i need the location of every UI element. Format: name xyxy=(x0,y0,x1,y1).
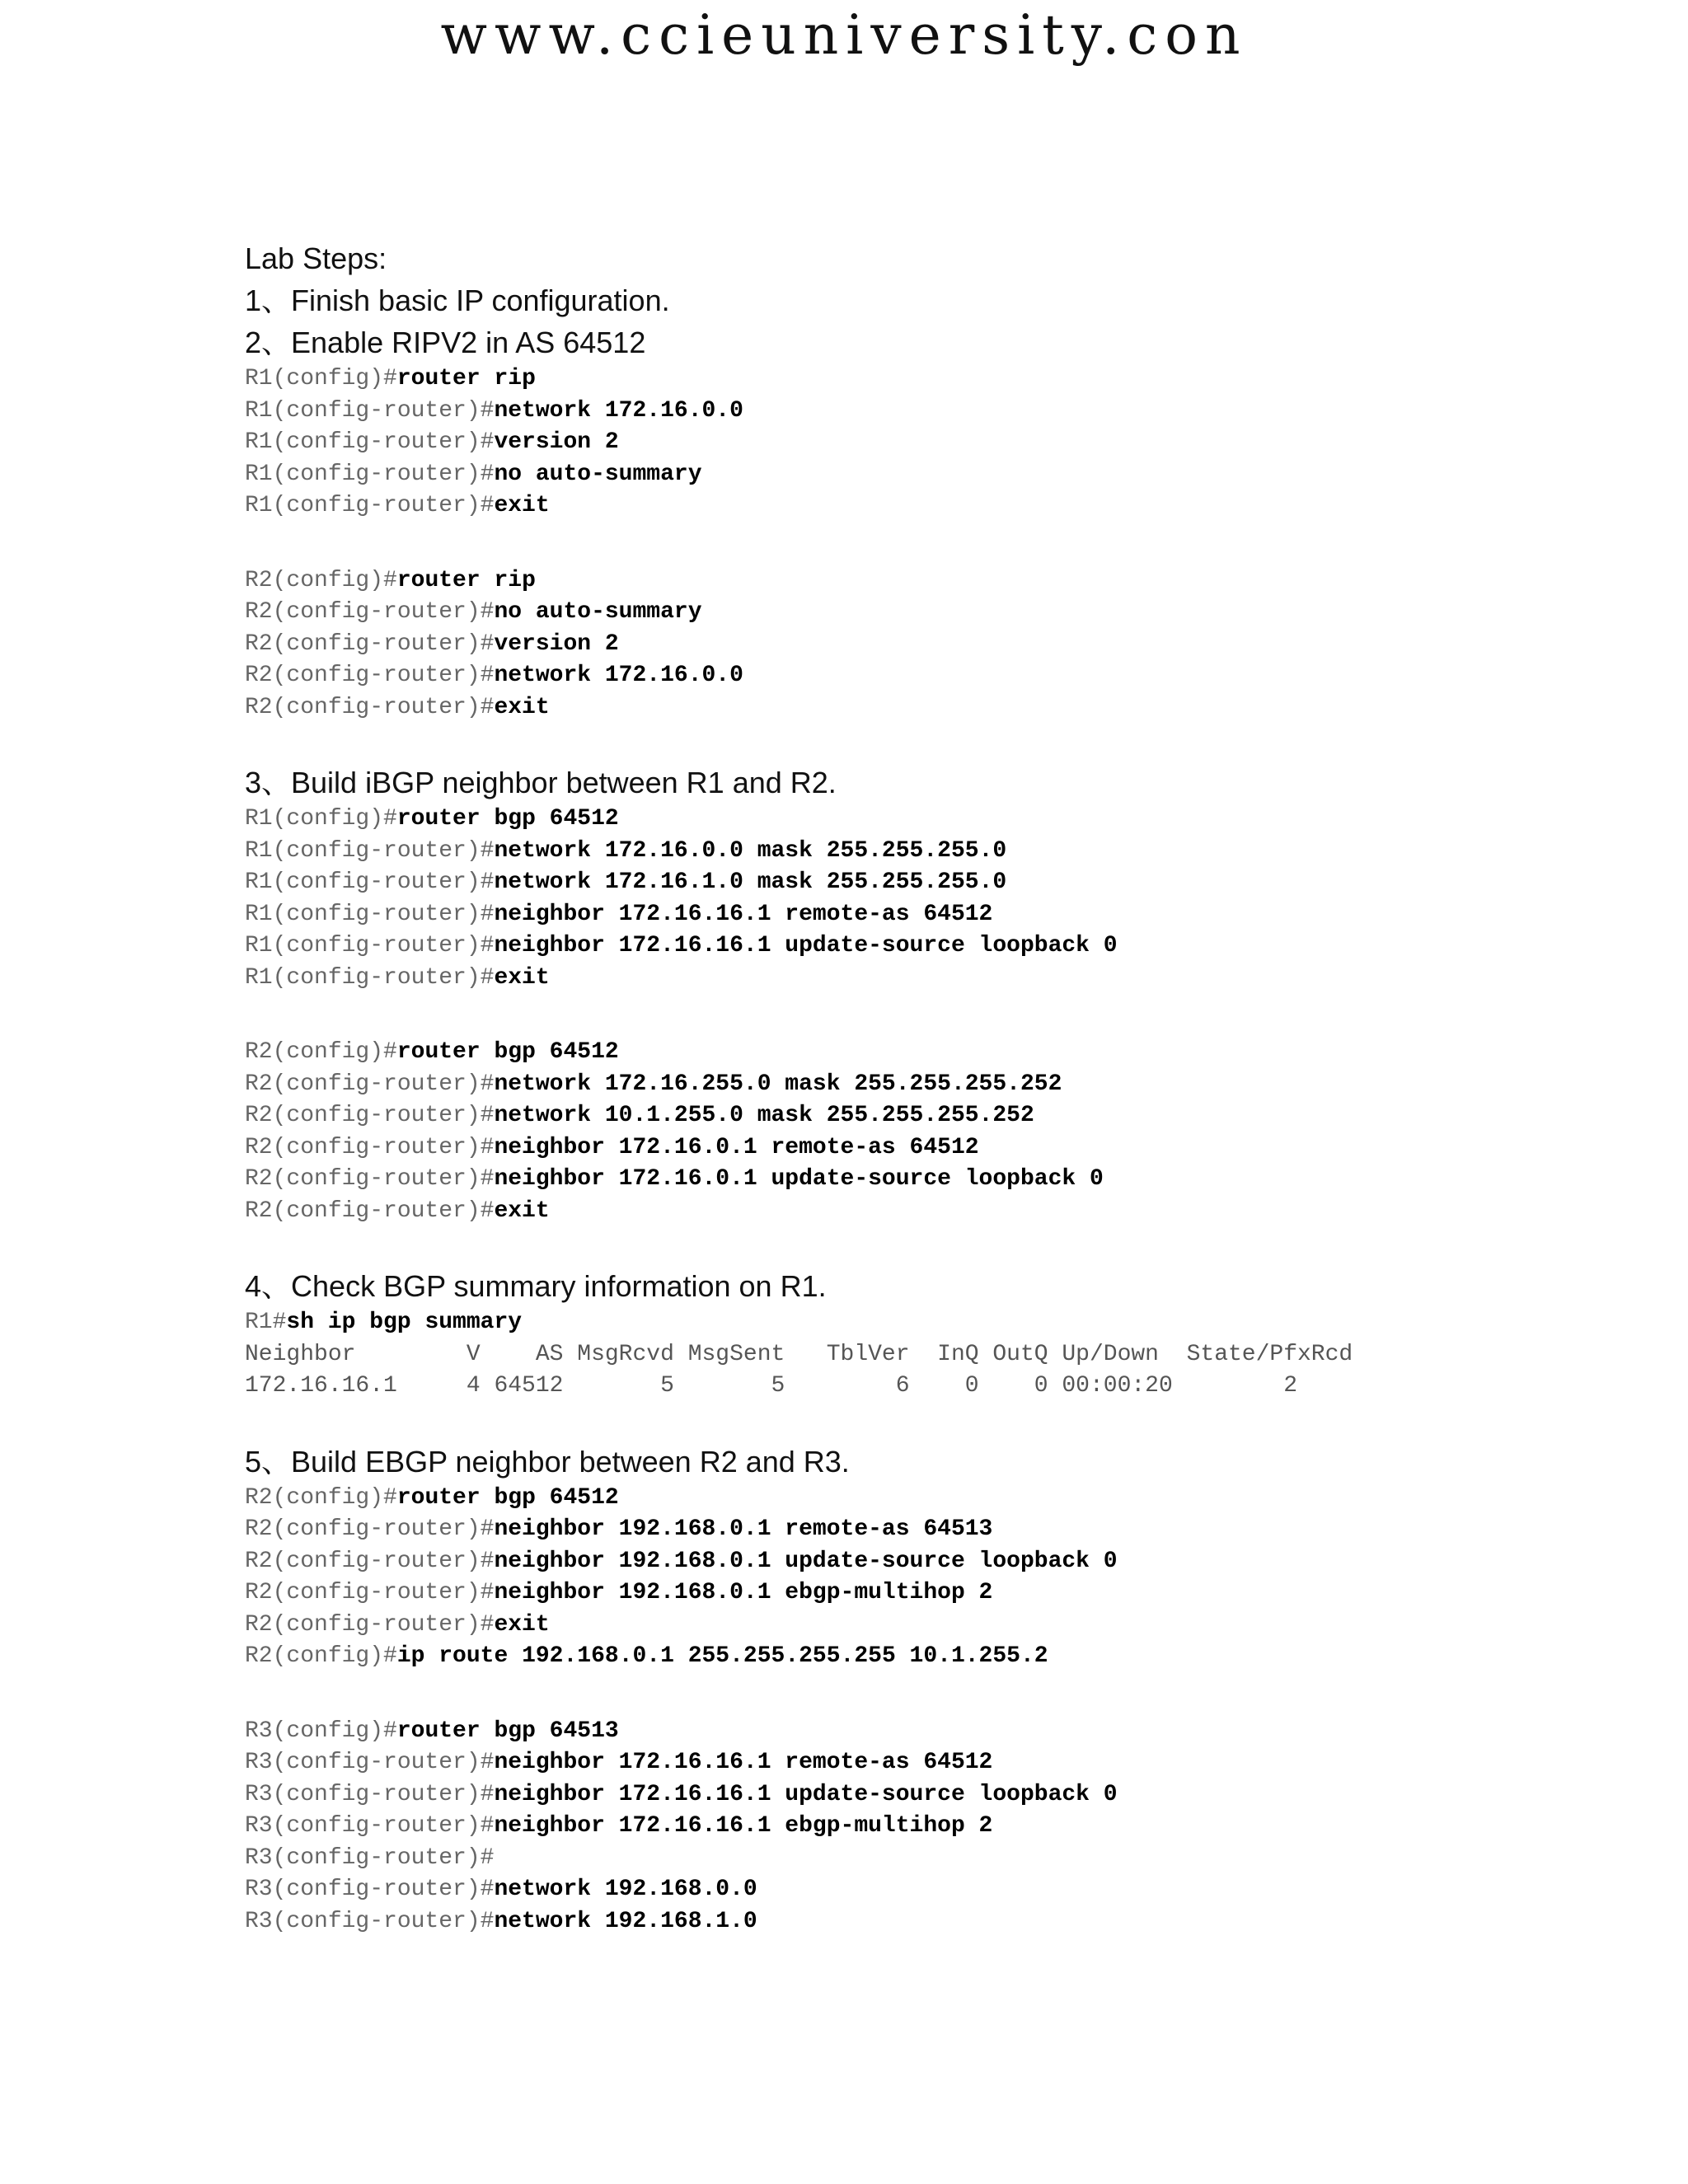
command-text: network 172.16.0.0 xyxy=(494,663,743,688)
command-prompt: R1(config-router)# xyxy=(245,869,495,895)
command-prompt: R1(config)# xyxy=(245,806,397,832)
command-text: neighbor 192.168.0.1 update-source loopback 0 xyxy=(494,1548,1118,1574)
command-line xyxy=(245,1069,1646,1101)
command-text: network 10.1.255.0 mask 255.255.255.252 xyxy=(494,1103,1034,1128)
command-line xyxy=(245,427,1646,459)
command-line xyxy=(245,1514,1646,1546)
step-4-heading: 4、Check BGP summary information on R1. xyxy=(245,1269,827,1303)
command-prompt: R2(config-router)# xyxy=(245,1197,495,1224)
lab-steps-title: Lab Steps: xyxy=(245,241,387,275)
command-line xyxy=(245,660,1646,692)
step-1-heading: 1、Finish basic IP configuration. xyxy=(245,284,670,317)
command-text: neighbor 172.16.16.1 ebgp-multihop 2 xyxy=(494,1813,993,1839)
command-prompt: R2(config-router)# xyxy=(245,1516,495,1542)
command-prompt: R1(config-router)# xyxy=(245,493,495,518)
command-line xyxy=(245,396,1646,428)
command-prompt: R1(config-router)# xyxy=(245,461,495,487)
command-prompt: R2(config-router)# xyxy=(245,1548,495,1574)
command-text: version 2 xyxy=(494,429,619,455)
command-line xyxy=(245,363,1646,396)
rip-r1-commands xyxy=(245,363,1646,523)
command-line xyxy=(245,565,1646,598)
command-text: neighbor 172.16.16.1 remote-as 64512 xyxy=(494,901,993,927)
command-line xyxy=(245,597,1646,629)
command-prompt: R3(config-router)# xyxy=(245,1877,495,1902)
command-prompt: R2(config-router)# xyxy=(245,663,495,688)
command-text: neighbor 192.168.0.1 remote-as 64513 xyxy=(494,1516,993,1542)
command-text: network 192.168.1.0 xyxy=(494,1908,757,1934)
command-text: neighbor 172.16.16.1 update-source loopback 0 xyxy=(494,1781,1118,1807)
command-line xyxy=(245,1641,1646,1673)
command-text: network 172.16.255.0 mask 255.255.255.252 xyxy=(494,1071,1062,1097)
command-line xyxy=(245,1164,1646,1196)
command-prompt: R1(config-router)# xyxy=(245,901,495,927)
bgp-summary-header: Neighbor V AS MsgRcvd MsgSent TblVer InQ OutQ Up/Down State/PfxRcd xyxy=(245,1341,1353,1367)
command-text: neighbor 172.16.16.1 update-source loopback 0 xyxy=(494,933,1118,958)
command-text: ip route 192.168.0.1 255.255.255.255 10.1.255.2 xyxy=(396,1643,1048,1669)
step-3-heading: 3、Build iBGP neighbor between R1 and R2. xyxy=(245,766,837,799)
lab-document xyxy=(245,237,1646,1938)
command-prompt: R3(config-router)# xyxy=(245,1750,495,1775)
command-text: neighbor 192.168.0.1 ebgp-multihop 2 xyxy=(494,1580,993,1605)
command-text: version 2 xyxy=(494,630,619,657)
command-line xyxy=(245,629,1646,661)
command-text: exit xyxy=(494,1611,550,1638)
command-text: network 192.168.0.0 xyxy=(494,1877,757,1902)
command-prompt: R3(config-router)# xyxy=(245,1781,495,1807)
command-text: exit xyxy=(494,1197,550,1224)
command-text: sh ip bgp summary xyxy=(286,1310,523,1335)
command-prompt: R1# xyxy=(245,1310,287,1335)
command-line xyxy=(245,1610,1646,1642)
command-line xyxy=(245,836,1646,868)
command-line xyxy=(245,1811,1646,1843)
command-line xyxy=(245,1747,1646,1779)
command-prompt: R1(config)# xyxy=(245,366,397,391)
command-prompt: R2(config-router)# xyxy=(245,1071,495,1097)
command-line xyxy=(245,490,1646,523)
command-text: router bgp 64512 xyxy=(396,806,619,832)
command-prompt: R2(config-router)# xyxy=(245,599,495,625)
summary-command-line xyxy=(245,1307,1646,1339)
command-prompt: R1(config-router)# xyxy=(245,429,495,455)
command-text: neighbor 172.16.16.1 remote-as 64512 xyxy=(494,1750,993,1775)
command-prompt: R2(config-router)# xyxy=(245,1580,495,1605)
command-line xyxy=(245,1874,1646,1906)
command-prompt: R2(config-router)# xyxy=(245,1166,495,1192)
command-line xyxy=(245,1716,1646,1748)
command-line xyxy=(245,1196,1646,1228)
command-line xyxy=(245,459,1646,491)
command-prompt: R2(config)# xyxy=(245,1643,397,1669)
command-line xyxy=(245,930,1646,963)
ibgp-r1-commands xyxy=(245,804,1646,994)
command-line xyxy=(245,1577,1646,1610)
command-text: exit xyxy=(494,694,550,720)
command-text: router bgp 64512 xyxy=(396,1484,619,1511)
command-text: router bgp 64512 xyxy=(396,1039,619,1065)
command-text: router rip xyxy=(396,366,536,391)
ebgp-r3-commands xyxy=(245,1716,1646,1938)
command-text: no auto-summary xyxy=(494,599,702,625)
command-text: network 172.16.1.0 mask 255.255.255.0 xyxy=(494,869,1007,895)
command-prompt: R3(config)# xyxy=(245,1718,397,1744)
command-prompt: R2(config-router)# xyxy=(245,1134,495,1160)
command-line xyxy=(245,1037,1646,1069)
command-line xyxy=(245,804,1646,836)
command-prompt: R1(config-router)# xyxy=(245,964,495,991)
command-prompt: R2(config-router)# xyxy=(245,1611,495,1638)
command-prompt: R3(config-router)# xyxy=(245,1908,495,1934)
command-line xyxy=(245,1779,1646,1811)
command-prompt: R2(config-router)# xyxy=(245,694,495,720)
command-line xyxy=(245,1100,1646,1132)
command-prompt: R2(config)# xyxy=(245,1484,397,1511)
site-watermark-url: www.ccieuniversity.con xyxy=(440,3,1248,67)
command-line xyxy=(245,1546,1646,1578)
command-prompt: R1(config-router)# xyxy=(245,837,495,864)
command-line xyxy=(245,899,1646,931)
command-prompt: R2(config)# xyxy=(245,567,397,593)
command-prompt: R1(config-router)# xyxy=(245,933,495,958)
step-2-heading: 2、Enable RIPV2 in AS 64512 xyxy=(245,326,646,359)
bgp-summary-row: 172.16.16.1 4 64512 5 5 6 0 0 00:00:20 2 xyxy=(245,1373,1298,1399)
command-text: exit xyxy=(494,493,550,518)
command-line xyxy=(245,1132,1646,1165)
ibgp-r2-commands xyxy=(245,1037,1646,1227)
command-prompt: R2(config-router)# xyxy=(245,1103,495,1128)
command-line xyxy=(245,1906,1646,1938)
command-text: neighbor 172.16.0.1 update-source loopback 0 xyxy=(494,1166,1104,1192)
command-text: network 172.16.0.0 mask 255.255.255.0 xyxy=(494,837,1007,864)
command-prompt: R2(config)# xyxy=(245,1039,397,1065)
command-text: router rip xyxy=(396,567,536,593)
command-line xyxy=(245,692,1646,724)
command-text: no auto-summary xyxy=(494,461,702,487)
command-prompt: R2(config-router)# xyxy=(245,630,495,657)
command-text: network 172.16.0.0 xyxy=(494,397,743,424)
command-text: router bgp 64513 xyxy=(396,1718,619,1744)
rip-r2-commands xyxy=(245,565,1646,724)
command-line xyxy=(245,1843,1646,1875)
command-prompt: R1(config-router)# xyxy=(245,397,495,424)
ebgp-r2-commands xyxy=(245,1483,1646,1673)
command-line xyxy=(245,867,1646,899)
step-5-heading: 5、Build EBGP neighbor between R2 and R3. xyxy=(245,1444,850,1479)
command-prompt: R3(config-router)# xyxy=(245,1844,495,1871)
command-text: neighbor 172.16.0.1 remote-as 64512 xyxy=(494,1134,979,1160)
command-text: exit xyxy=(494,964,550,991)
command-line xyxy=(245,963,1646,995)
command-line xyxy=(245,1483,1646,1515)
command-prompt: R3(config-router)# xyxy=(245,1813,495,1839)
